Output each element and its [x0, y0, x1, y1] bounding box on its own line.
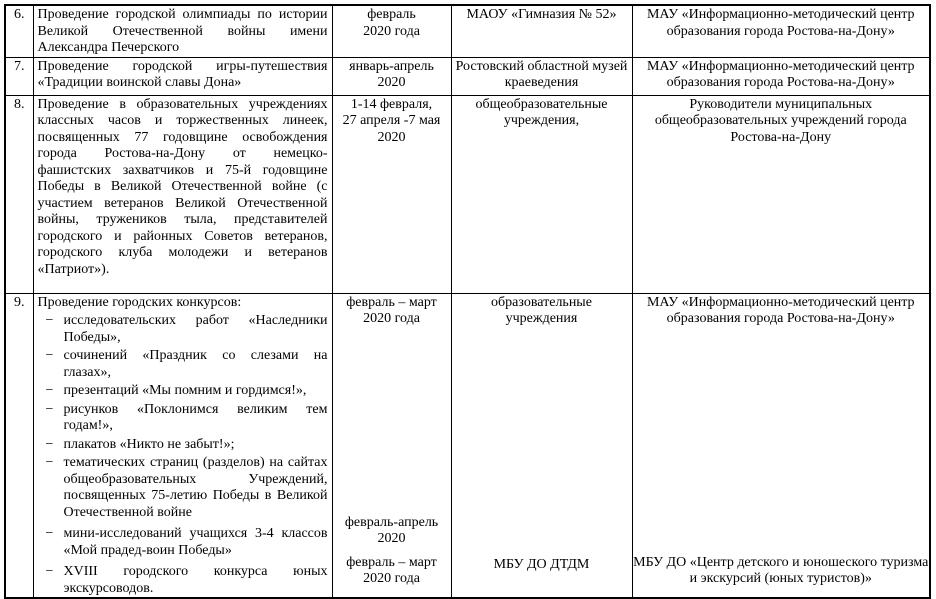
list-dash: −: [45, 401, 54, 417]
list-item: [38, 383, 328, 400]
date-line: 1-14 февраля,: [350, 96, 433, 112]
date-line: февраль – март: [346, 294, 437, 310]
date-block-top: [337, 295, 447, 328]
responsible-top: МАУ «Информационно-методический центр образования города Ростова-на-Дону»: [646, 294, 915, 326]
date-line: февраль: [367, 7, 416, 22]
activity-cell: [33, 293, 332, 598]
date-cell: [332, 57, 451, 95]
list-item-text: сочинений «Праздник со слезами на глазах»,: [63, 348, 328, 380]
list-item-text: рисунков «Поклонимся великим тем годам!»,: [63, 401, 328, 433]
row-number-cell: 8.: [5, 95, 33, 293]
date-cell: [332, 95, 451, 293]
date-line: 2020 года: [363, 311, 420, 326]
table-row: [5, 5, 930, 57]
row-number-cell: 9.: [5, 293, 33, 598]
list-item-text: XVIII городского конкурса юных экскурсоводов.: [63, 564, 328, 596]
list-item-text: исследовательских работ «Наследники Победы»,: [63, 313, 328, 345]
date-line: январь-апрель: [349, 58, 434, 74]
responsible-cell: МАУ «Информационно-методический центр образования города Ростова-на-Дону»: [632, 5, 930, 57]
participants-cell: Ростовский областной музей краеведения: [451, 57, 632, 95]
date-cell: [332, 5, 451, 57]
list-item-text: презентаций «Мы помним и гордимся!»,: [63, 383, 307, 398]
date-line: 2020 года: [363, 23, 420, 39]
list-item: [38, 402, 328, 435]
list-item-text: тематических страниц (разделов) на сайтах общеобразовательных Учреждений, посвященных 75-летию Победы в Великой Отечественной войне: [63, 455, 328, 520]
date-line: 2020 года: [363, 571, 420, 586]
responsible-cell: Руководители муниципальных общеобразовательных учреждений города Ростова-на-Дону: [632, 95, 930, 293]
list-dash: −: [45, 455, 54, 470]
participants-cell: общеобразовательные учреждения,: [451, 95, 632, 293]
activity-cell: Проведение городской игры-путешествия «Традиции воинской славы Дона»: [33, 57, 332, 95]
list-dash: −: [45, 564, 54, 579]
list-dash: −: [45, 383, 54, 398]
list-item: [38, 348, 328, 381]
list-item: [38, 564, 328, 597]
list-item-text: плакатов «Никто не забыт!»;: [63, 436, 235, 452]
date-line: 2020: [377, 75, 406, 90]
date-line: февраль – март: [346, 554, 437, 570]
table-row: [5, 57, 930, 95]
activity-list: [38, 313, 328, 597]
date-line: февраль-апрель: [344, 514, 439, 530]
list-dash: −: [45, 313, 54, 328]
list-dash: −: [45, 526, 54, 541]
responsible-cell: МАУ «Информационно-методический центр образования города Ростова-на-Дону»: [632, 57, 930, 95]
row-number-cell: 6.: [5, 5, 33, 57]
participants-top: образовательные учреждения: [491, 294, 592, 326]
activity-cell: Проведение в образовательных учреждениях классных часов и торжественных линеек, посвященных 77 годовщине освобождения города Ростова-на-Дону от немецко-фашистских захватчиков и 75-й годовщине Победы в Великой Отечественной войне (с участием ветеранов Великой Отечественной войны, тружеников тыла, представителей городского и районных Советов ветеранов, городского клуба молодежи и ветеранов «Патриот»).: [33, 95, 332, 293]
participants-cell: [451, 293, 632, 598]
table-row: [5, 95, 930, 293]
responsible-cell: [632, 293, 930, 598]
events-plan-table: [4, 4, 931, 599]
list-item: [38, 437, 328, 454]
list-item: [38, 526, 328, 559]
date-block-bottom: [333, 555, 451, 588]
date-block-mid: [333, 515, 451, 548]
list-dash: −: [45, 348, 54, 363]
list-item: [38, 313, 328, 346]
participants-cell: МАОУ «Гимназия № 52»: [451, 5, 632, 57]
date-line: 2020: [377, 129, 406, 145]
date-line: 27 апреля -7 мая: [342, 113, 441, 128]
activity-intro: Проведение городских конкурсов:: [37, 294, 242, 310]
list-item-text: мини-исследований учащихся 3-4 классов «Мой прадед-воин Победы»: [63, 526, 328, 558]
row-number-cell: 7.: [5, 57, 33, 95]
activity-cell: Проведение городской олимпиады по истории Великой Отечественной войны имени Александра Печерского: [33, 5, 332, 57]
date-line: 2020: [377, 531, 406, 546]
date-cell: [332, 293, 451, 598]
list-dash: −: [45, 436, 54, 452]
responsible-bottom: МБУ ДО «Центр детского и юношеского туризма и экскурсий (юных туристов)»: [633, 554, 929, 586]
participants-bottom: МБУ ДО ДТДМ: [493, 556, 590, 572]
list-item: [38, 455, 328, 521]
table-row: [5, 293, 930, 598]
